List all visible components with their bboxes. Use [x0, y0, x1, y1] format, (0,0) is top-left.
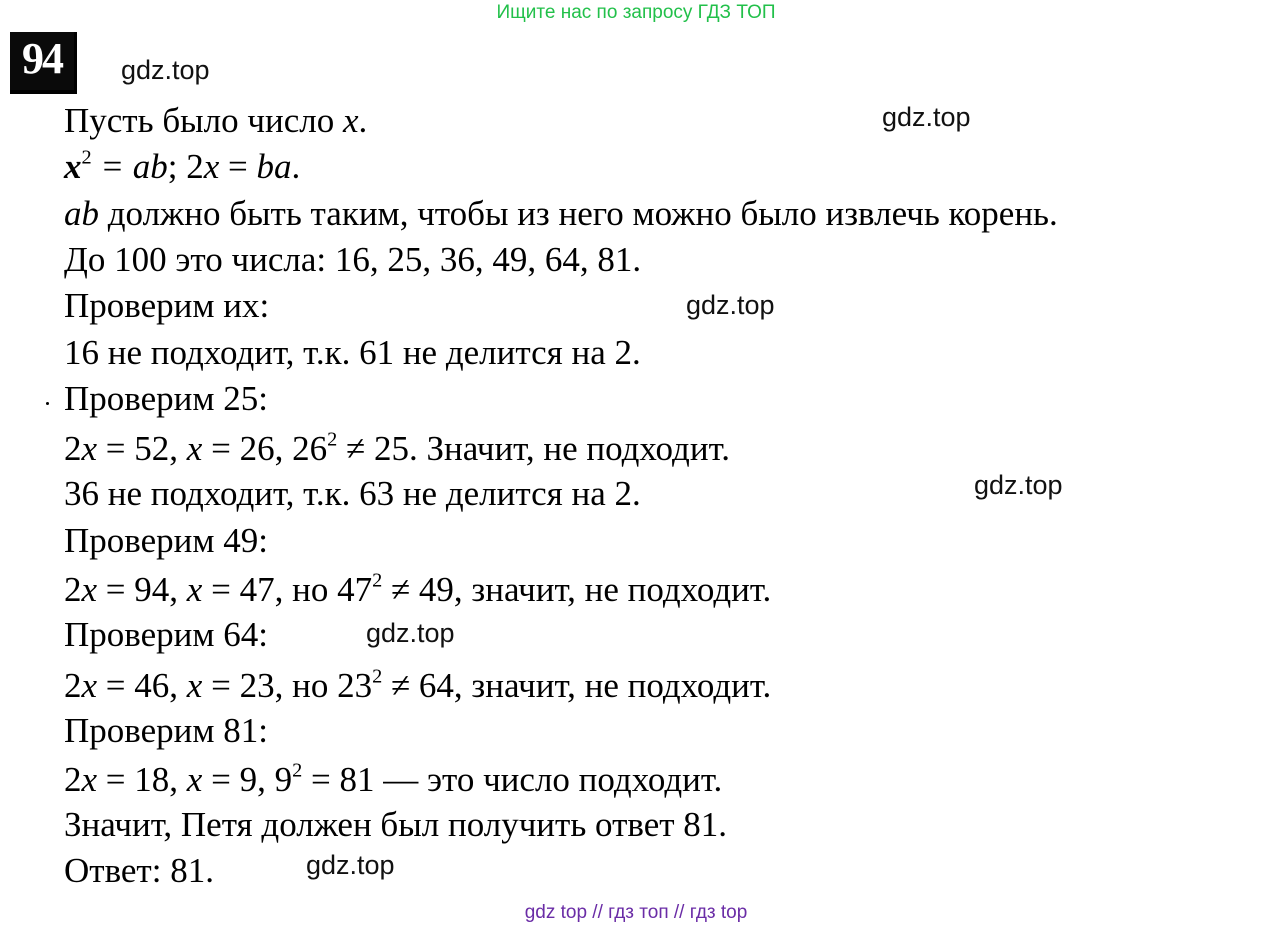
task-number: 94 [22, 34, 62, 83]
watermark: gdz.top [882, 102, 971, 132]
solution-line-12: Проверим 64: [64, 615, 268, 654]
footer-links: gdz top // гдз топ // гдз top [524, 902, 748, 923]
watermark: gdz.top [306, 850, 395, 880]
solution-line-2: $x^2$ = ab; 2x = ba. [64, 146, 301, 186]
solution-line-11: 2x = 94, x = 47, но $47^2 \ne 49$, значит, не подходит. [64, 569, 772, 609]
solution-line-16: Значит, Петя должен был получить ответ 81. [64, 805, 728, 844]
solution-line-10: Проверим 49: [64, 521, 268, 560]
solution-line-14: Проверим 81: [64, 711, 268, 750]
watermark: gdz.top [366, 618, 455, 648]
watermark: gdz.top [121, 55, 210, 85]
solution-line-7: Проверим 25: [64, 379, 268, 418]
solution-line-5: Проверим их: [64, 286, 270, 325]
watermark: gdz.top [686, 290, 775, 320]
solution-line-13: 2x = 46, x = 23, но $23^2 \ne 64$, значит, не подходит. [64, 665, 772, 705]
solution-line-1: Пусть было число x. [64, 101, 368, 140]
solution-line-9: 36 не подходит, т.к. 63 не делится на 2. [64, 474, 641, 513]
stray-dot [46, 402, 49, 405]
solution-line-4: До 100 это числа: 16, 25, 36, 49, 64, 81. [64, 240, 642, 279]
solution-line-3: ab должно быть таким, чтобы из него можно было извлечь корень. [64, 194, 1058, 233]
top-banner: Ищите нас по запросу ГДЗ ТОП [496, 2, 776, 23]
solution-line-8: 2x = 52, x = 26, $26^2 \ne 25$. Значит, не подходит. [64, 428, 730, 468]
task-number-badge [10, 32, 77, 94]
solution-line-15: 2x = 18, x = 9, $9^2 = 81$ — это число подходит. [64, 759, 723, 799]
watermark: gdz.top [974, 470, 1063, 500]
answer-line: Ответ: 81. [64, 851, 214, 890]
solution-line-6: 16 не подходит, т.к. 61 не делится на 2. [64, 333, 641, 372]
